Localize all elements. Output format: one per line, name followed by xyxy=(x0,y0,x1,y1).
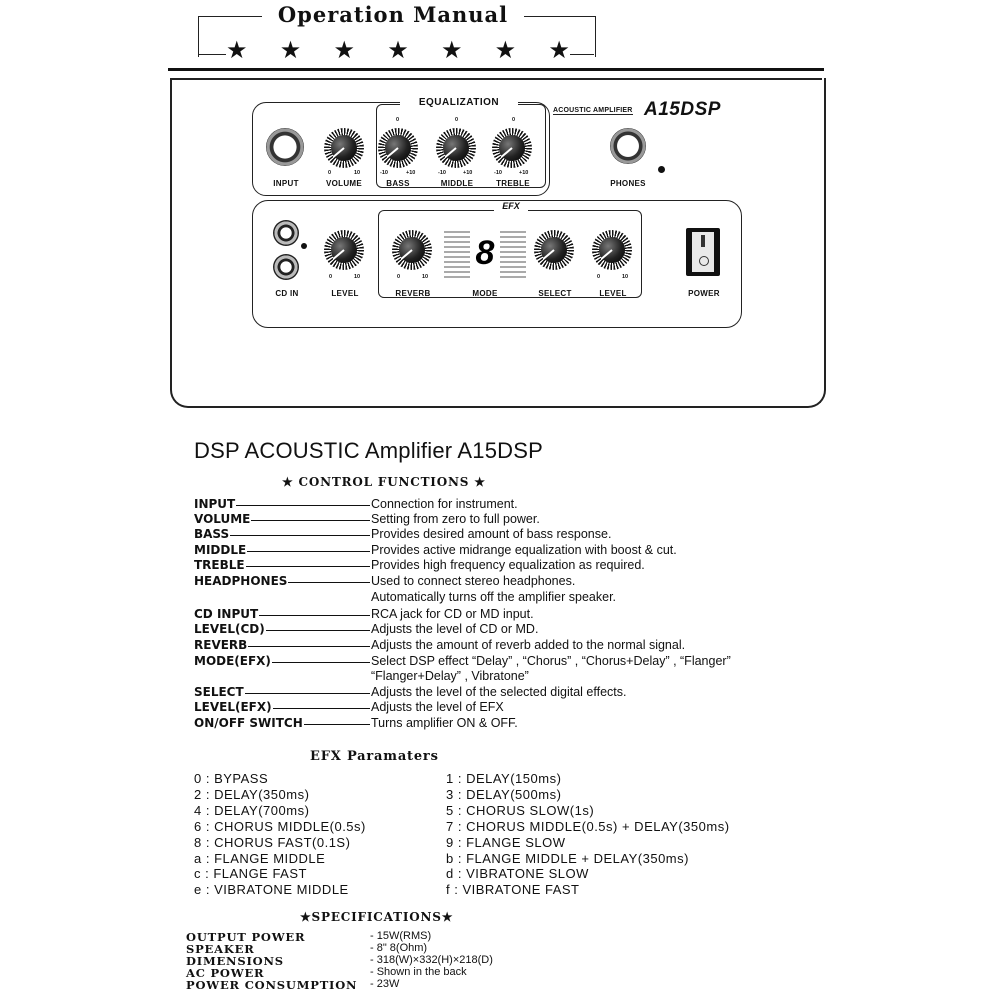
reverb-knob[interactable] xyxy=(392,230,432,270)
star-row xyxy=(226,38,570,64)
select-knob[interactable] xyxy=(534,230,574,270)
bass-knob[interactable] xyxy=(378,128,418,168)
cd-level-knob[interactable] xyxy=(324,230,364,270)
tick-label: -10 xyxy=(438,170,446,176)
control-description: RCA jack for CD or MD input. xyxy=(371,607,534,621)
header-divider xyxy=(168,68,824,71)
tick-label: 0 xyxy=(329,274,333,280)
phones-jack[interactable] xyxy=(610,128,646,164)
tick-label: 10 xyxy=(354,170,361,176)
control-row xyxy=(194,527,834,543)
power-led xyxy=(658,166,665,173)
tick-label: -10 xyxy=(380,170,388,176)
spec-value: - 23W xyxy=(370,978,400,990)
tick-label: 0 xyxy=(396,117,400,123)
mode-list-right xyxy=(500,228,526,278)
input-jack[interactable] xyxy=(266,128,304,166)
efx-parameter: d : VIBRATONE SLOW xyxy=(446,866,589,881)
efx-level-label: LEVEL xyxy=(599,289,627,298)
efx-parameters-heading: EFX Paramaters xyxy=(310,749,439,764)
star-icon: ★ xyxy=(387,37,409,64)
spec-value: - 8" 8(Ohm) xyxy=(370,942,428,954)
tick-label: 10 xyxy=(622,274,629,280)
control-description: Provides desired amount of bass response. xyxy=(371,527,612,541)
cd-in-label: CD IN xyxy=(275,289,299,298)
brand-subtitle: ACOUSTIC AMPLIFIER xyxy=(553,107,633,114)
efx-parameter: e : VIBRATONE MIDDLE xyxy=(194,882,349,897)
star-icon: ★ xyxy=(494,37,517,64)
cd-in-right-jack[interactable] xyxy=(273,254,299,280)
star-icon: ★ xyxy=(226,37,248,64)
tick-label: +10 xyxy=(519,170,529,176)
control-description: Provides high frequency equalization as required. xyxy=(371,558,645,572)
control-row xyxy=(194,654,834,670)
power-switch[interactable] xyxy=(686,228,720,276)
control-term: MODE(EFX) xyxy=(194,654,271,668)
control-description: Provides active midrange equalization with boost & cut. xyxy=(371,543,677,557)
efx-parameter: 0 : BYPASS xyxy=(194,771,269,786)
tick-label: 10 xyxy=(422,274,429,280)
tick-label: 0 xyxy=(597,274,601,280)
spec-key: DIMENSIONS xyxy=(186,954,284,968)
tick-label: 10 xyxy=(354,274,361,280)
control-row xyxy=(194,700,834,716)
control-term: LEVEL(CD) xyxy=(194,622,265,636)
control-description: Adjusts the level of CD or MD. xyxy=(371,622,539,636)
control-row xyxy=(194,512,834,528)
control-row xyxy=(194,716,834,732)
tick-label: 0 xyxy=(397,274,401,280)
spec-value: - 318(W)×332(H)×218(D) xyxy=(370,954,493,966)
control-description: Select DSP effect “Delay” , “Chorus” , “Chorus+Delay” , “Flanger” xyxy=(371,654,731,668)
tick-label: -10 xyxy=(494,170,502,176)
tick-label: 0 xyxy=(328,170,332,176)
control-row xyxy=(194,497,834,513)
tick-label: +10 xyxy=(406,170,416,176)
control-row xyxy=(194,558,834,574)
mode-label: MODE xyxy=(472,289,498,298)
middle-label: MIDDLE xyxy=(440,179,474,188)
star-icon: ★ xyxy=(548,37,570,64)
mode-list-left xyxy=(444,228,470,278)
star-icon: ★ xyxy=(279,37,302,64)
cd-level-label: LEVEL xyxy=(331,289,359,298)
specifications-heading: ★SPECIFICATIONS★ xyxy=(300,910,454,924)
spec-value: - 15W(RMS) xyxy=(370,930,432,942)
control-term: MIDDLE xyxy=(194,543,247,557)
control-description: Setting from zero to full power. xyxy=(371,512,540,526)
tick-label: 0 xyxy=(455,117,459,123)
control-term: HEADPHONES xyxy=(194,574,288,588)
panel-top-edge xyxy=(170,78,822,80)
middle-knob[interactable] xyxy=(436,128,476,168)
efx-parameter: 6 : CHORUS MIDDLE(0.5s) xyxy=(194,819,366,834)
equalization-label: EQUALIZATION xyxy=(400,97,518,111)
efx-parameter: 3 : DELAY(500ms) xyxy=(446,787,562,802)
tick-label: 0 xyxy=(512,117,516,123)
treble-knob[interactable] xyxy=(492,128,532,168)
control-term: INPUT xyxy=(194,497,236,511)
control-row xyxy=(194,607,834,623)
efx-label: EFX xyxy=(494,201,528,215)
control-term: TREBLE xyxy=(194,558,245,572)
tick-label: +10 xyxy=(463,170,473,176)
efx-parameter: 5 : CHORUS SLOW(1s) xyxy=(446,803,595,818)
page-title: Operation Manual xyxy=(277,2,509,27)
control-description: Adjusts the level of EFX xyxy=(371,700,504,714)
efx-parameter: 7 : CHORUS MIDDLE(0.5s) + DELAY(350ms) xyxy=(446,819,730,834)
volume-label: VOLUME xyxy=(325,179,363,188)
spec-key: AC POWER xyxy=(186,966,265,980)
control-description: Adjusts the amount of reverb added to the normal signal. xyxy=(371,638,686,652)
control-description-continued: Automatically turns off the amplifier speaker. xyxy=(371,590,617,604)
select-label: SELECT xyxy=(538,289,572,298)
star-icon: ★ xyxy=(440,37,463,64)
power-label: POWER xyxy=(688,289,720,298)
cd-in-left-jack[interactable] xyxy=(273,220,299,246)
volume-knob[interactable] xyxy=(324,128,364,168)
control-term: SELECT xyxy=(194,685,244,699)
control-row xyxy=(194,543,834,559)
efx-parameter: 2 : DELAY(350ms) xyxy=(194,787,310,802)
control-term: LEVEL(EFX) xyxy=(194,700,272,714)
control-description: Turns amplifier ON & OFF. xyxy=(371,716,518,730)
control-description-continued: “Flanger+Delay” , Vibratone” xyxy=(371,669,529,683)
efx-parameter: 4 : DELAY(700ms) xyxy=(194,803,310,818)
control-functions-heading: ★ CONTROL FUNCTIONS ★ xyxy=(282,475,486,489)
control-term: CD INPUT xyxy=(194,607,259,621)
control-description: Connection for instrument. xyxy=(371,497,518,511)
efx-parameter: a : FLANGE MIDDLE xyxy=(194,851,326,866)
control-row xyxy=(194,574,834,590)
efx-parameter: 1 : DELAY(150ms) xyxy=(446,771,562,786)
star-icon: ★ xyxy=(333,37,355,64)
spec-key: SPEAKER xyxy=(186,942,255,956)
efx-level-knob[interactable] xyxy=(592,230,632,270)
control-row xyxy=(194,685,834,701)
control-term: ON/OFF SWITCH xyxy=(194,716,303,730)
control-term: VOLUME xyxy=(194,512,251,526)
control-description: Adjusts the level of the selected digital effects. xyxy=(371,685,627,699)
efx-parameter: c : FLANGE FAST xyxy=(194,866,307,881)
bass-label: BASS xyxy=(386,179,410,188)
brand-model: A15DSP xyxy=(644,99,721,120)
control-row xyxy=(194,638,834,654)
efx-parameter: 8 : CHORUS FAST(0.1S) xyxy=(194,835,351,850)
control-description: Used to connect stereo headphones. xyxy=(371,574,576,588)
reverb-label: REVERB xyxy=(395,289,431,298)
spec-key: POWER CONSUMPTION xyxy=(186,978,358,992)
control-term: REVERB xyxy=(194,638,248,652)
control-row xyxy=(194,622,834,638)
document-title: DSP ACOUSTIC Amplifier A15DSP xyxy=(194,438,543,463)
efx-parameter: b : FLANGE MIDDLE + DELAY(350ms) xyxy=(446,851,689,866)
phones-label: PHONES xyxy=(610,179,646,188)
input-label: INPUT xyxy=(273,179,299,188)
efx-parameter: f : VIBRATONE FAST xyxy=(446,882,580,897)
efx-parameter: 9 : FLANGE SLOW xyxy=(446,835,566,850)
mode-display-digit: 8 xyxy=(475,234,495,272)
control-term: BASS xyxy=(194,527,230,541)
spec-value: - Shown in the back xyxy=(370,966,467,978)
treble-label: TREBLE xyxy=(496,179,530,188)
cd-indicator-dot xyxy=(301,243,307,249)
spec-key: OUTPUT POWER xyxy=(186,930,306,944)
